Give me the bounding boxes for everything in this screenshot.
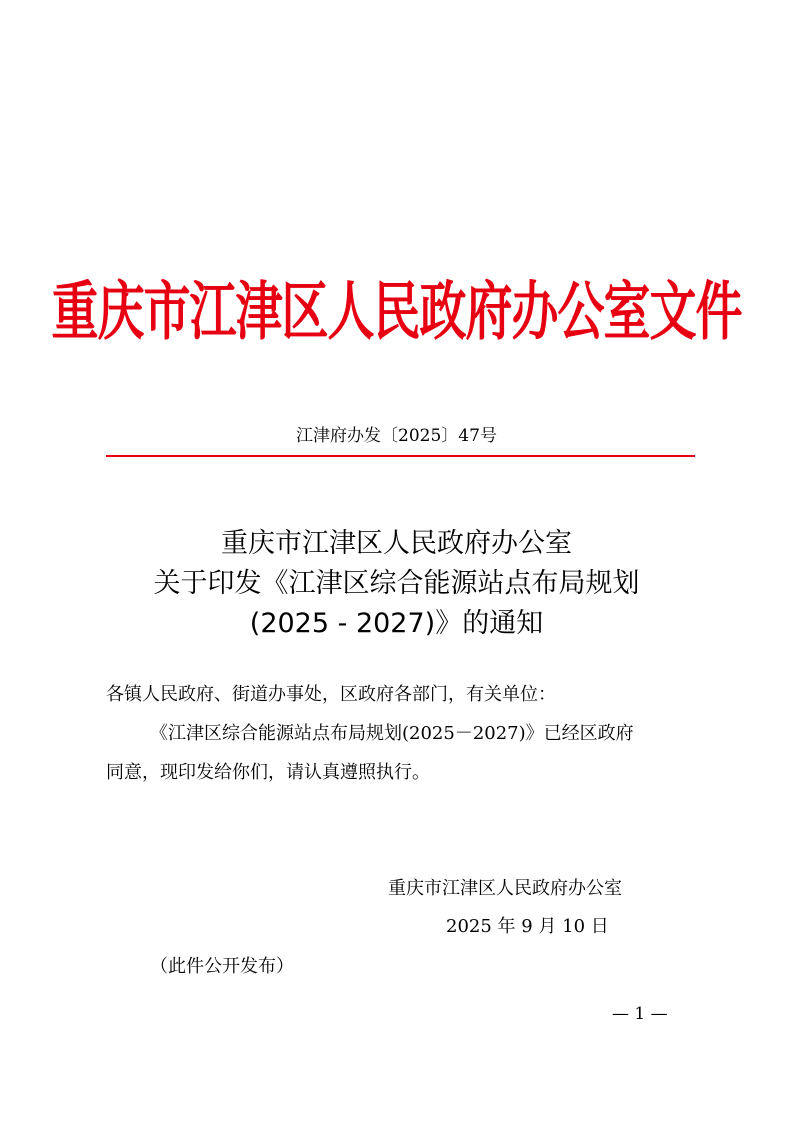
issue-date: 2025 年 9 月 10 日 (446, 916, 609, 937)
publish-note: （此件公开发布） (150, 956, 294, 977)
document-masthead (0, 268, 793, 358)
title-line-2: 关于印发《江津区综合能源站点布局规划 (153, 568, 640, 599)
body-paragraph-line-1: 《江津区综合能源站点布局规划(2025－2027)》已经区政府 (150, 723, 634, 744)
title-line-3: (2025 - 2027)》的通知 (249, 608, 544, 639)
title-line-1: 重庆市江津区人民政府办公室 (221, 528, 572, 559)
masthead-text: 重庆市江津区人民政府办公室文件 (51, 275, 742, 350)
page-number: — 1 — (612, 1004, 668, 1024)
document-number: 江津府办发〔2025〕47号 (296, 426, 497, 446)
red-divider-line (106, 455, 695, 457)
issuer-signature: 重庆市江津区人民政府办公室 (388, 878, 622, 899)
body-paragraph-line-2: 同意，现印发给你们，请认真遵照执行。 (106, 762, 430, 783)
salutation: 各镇人民政府、街道办事处，区政府各部门，有关单位： (106, 684, 556, 705)
